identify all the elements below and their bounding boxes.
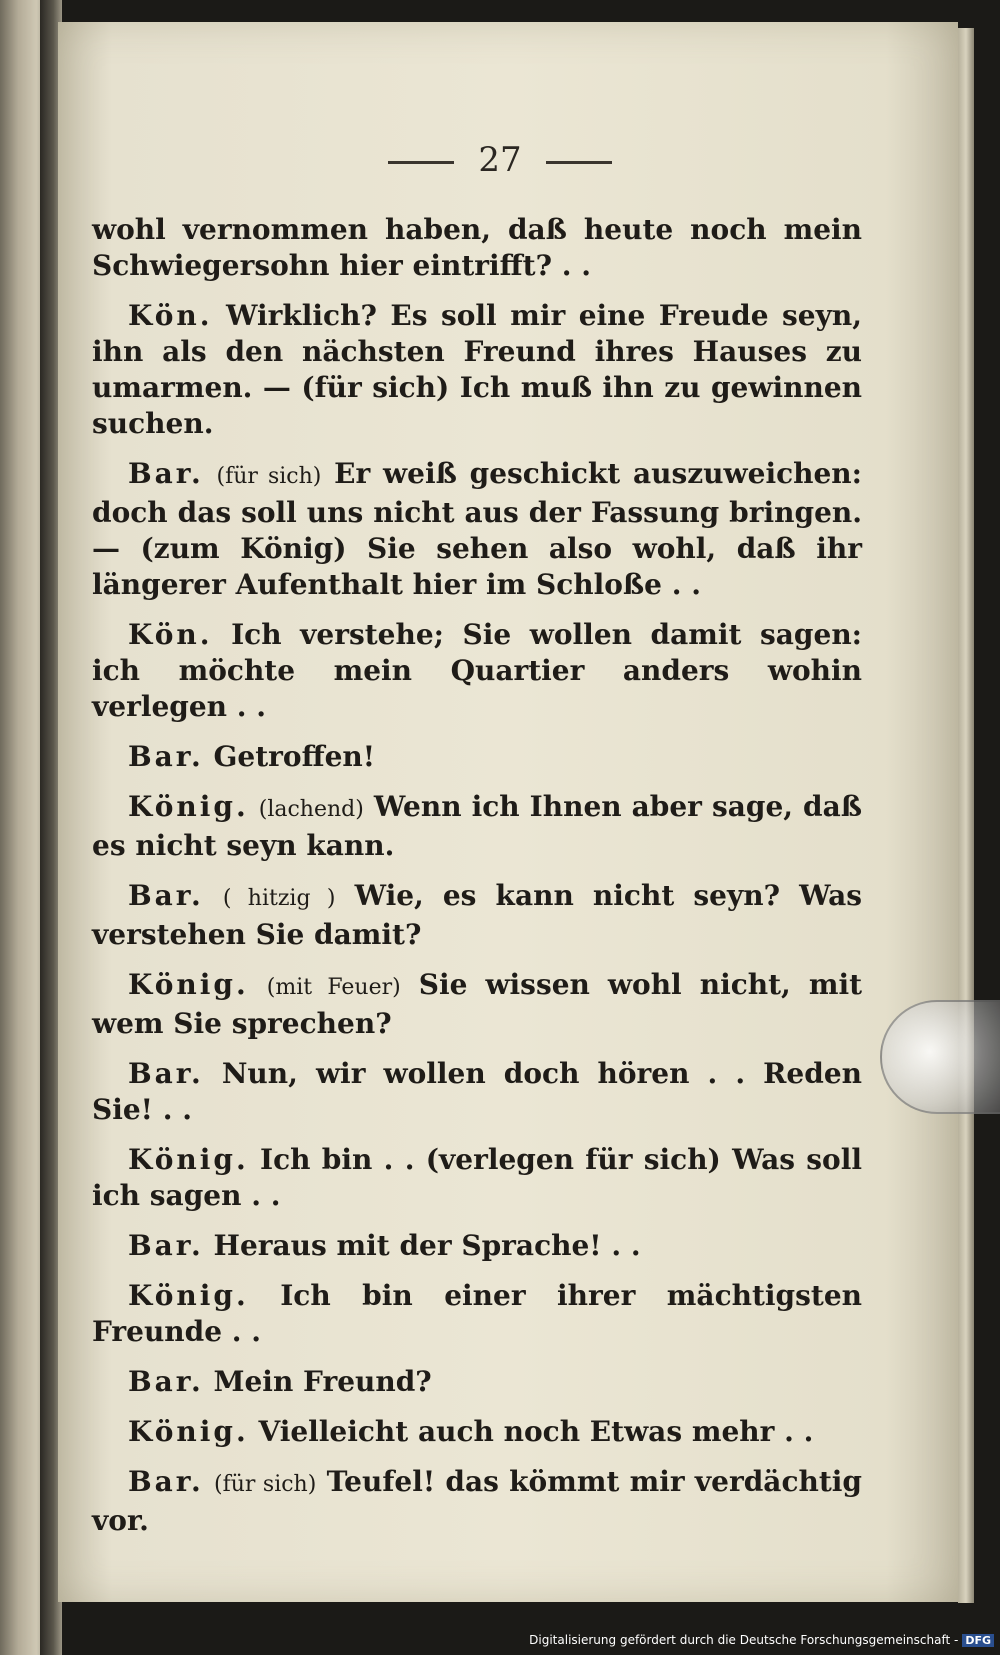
speaker-name: Bar. xyxy=(128,1229,204,1262)
dialogue-line xyxy=(92,878,862,953)
stage-direction: (lachend) xyxy=(258,797,364,822)
speaker-name: König. xyxy=(128,1143,249,1176)
line-text: Teufel! das kömmt mir verdächtig vor. xyxy=(92,1465,863,1537)
speaker-name: Bar. xyxy=(128,879,204,912)
dialogue-line xyxy=(92,1228,862,1264)
stage-direction: (mit Feuer) xyxy=(266,975,401,1000)
speaker-name: König. xyxy=(128,968,249,1001)
speaker-name: Kön. xyxy=(128,618,213,651)
speaker-name: Bar. xyxy=(128,740,204,773)
dialogue-line xyxy=(92,1464,862,1539)
speaker-name: König. xyxy=(128,1415,249,1448)
speaker-name: Bar. xyxy=(128,1057,204,1090)
stage-direction: (für sich) xyxy=(216,464,322,489)
header-rule-left xyxy=(388,161,454,164)
stage-direction: (für sich) xyxy=(214,1472,317,1497)
line-text: Er weiß geschickt auszuweichen: doch das soll uns nicht aus der Fassung bringen. — (zum König) Sie sehen also wohl, daß ihr längerer Aufenthalt hier im Schloße . . xyxy=(92,457,862,601)
dialogue-line xyxy=(92,967,862,1042)
footer-credit xyxy=(529,1633,994,1647)
line-text: Wirklich? Es soll mir eine Freude seyn, ihn als den nächsten Freund ihres Hauses zu umarmen. — (für sich) Ich muß ihn zu gewinnen suchen. xyxy=(92,299,863,440)
line-text: Vielleicht auch noch Etwas mehr . . xyxy=(258,1415,814,1448)
dialogue-line xyxy=(92,1056,862,1128)
dialogue-line xyxy=(92,212,862,284)
line-text: Ich bin . . (verlegen für sich) Was soll ich sagen . . xyxy=(92,1143,863,1212)
dialogue-line xyxy=(92,1364,862,1400)
dialogue-line xyxy=(92,1142,862,1214)
page-number: 27 xyxy=(478,140,522,180)
speaker-name: König. xyxy=(128,790,249,823)
dialogue-line xyxy=(92,617,862,725)
speaker-name: Bar. xyxy=(128,1365,204,1398)
dialogue-line xyxy=(92,298,862,442)
line-text: wohl vernommen haben, daß heute noch mein Schwiegersohn hier eintrifft? . . xyxy=(92,213,862,282)
line-text: Heraus mit der Sprache! . . xyxy=(213,1229,641,1262)
page-stack-edge xyxy=(958,28,974,1603)
speaker-name: König. xyxy=(128,1279,249,1312)
footer-credit-text: Digitalisierung gefördert durch die Deutsche Forschungsgemeinschaft - xyxy=(529,1633,959,1647)
line-text: Wie, es kann nicht seyn? Was verstehen Sie damit? xyxy=(92,879,862,951)
page-text xyxy=(92,212,862,1553)
dialogue-line xyxy=(92,456,862,603)
stage-direction: ( hitzig ) xyxy=(222,886,336,911)
dialogue-line xyxy=(92,1278,862,1350)
line-text: Sie wissen wohl nicht, mit wem Sie sprechen? xyxy=(92,968,863,1040)
page-tab-clip xyxy=(880,1000,1000,1114)
speaker-name: Bar. xyxy=(128,1465,204,1498)
line-text: Nun, wir wollen doch hören . . Reden Sie! . . xyxy=(92,1057,862,1126)
dialogue-line xyxy=(92,739,862,775)
page-header xyxy=(0,140,1000,180)
header-rule-right xyxy=(546,161,612,164)
speaker-name: Kön. xyxy=(128,299,213,332)
line-text: Ich verstehe; Sie wollen damit sagen: ich möchte mein Quartier anders wohin verlegen . . xyxy=(92,618,863,723)
line-text: Getroffen! xyxy=(213,740,376,773)
line-text: Mein Freund? xyxy=(213,1365,432,1398)
dialogue-line xyxy=(92,1414,862,1450)
dfg-logo: DFG xyxy=(962,1634,994,1647)
dialogue-line xyxy=(92,789,862,864)
speaker-name: Bar. xyxy=(128,457,204,490)
line-text: Ich bin einer ihrer mächtigsten Freunde . . xyxy=(92,1279,862,1348)
line-text: Wenn ich Ihnen aber sage, daß es nicht seyn kann. xyxy=(92,790,863,862)
